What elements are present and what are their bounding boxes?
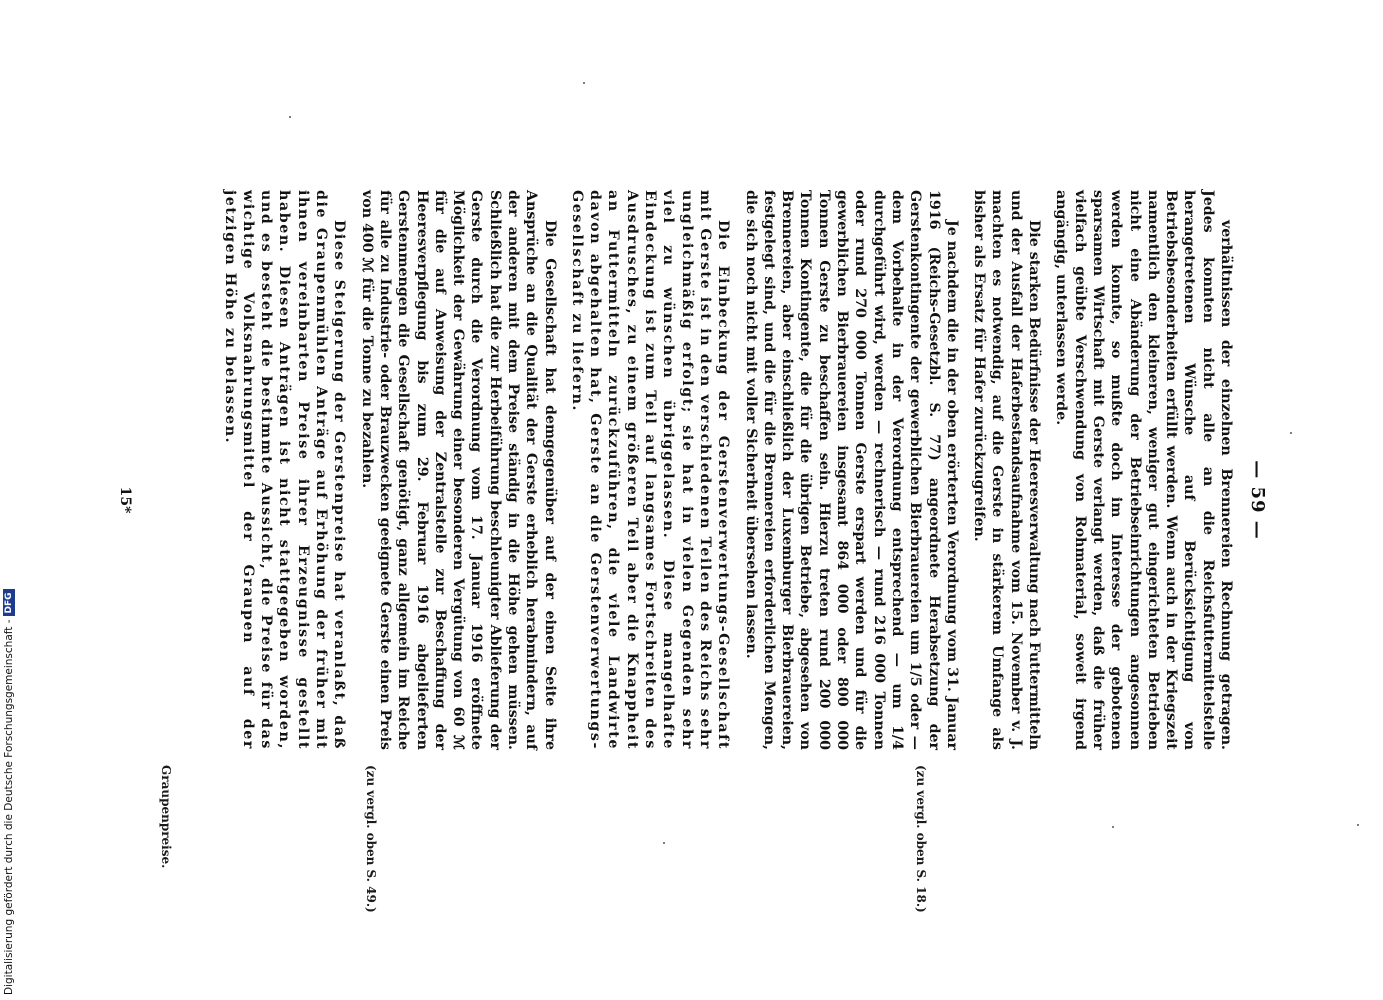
paragraph-2: Die starken Bedürfnisse der Heeresverwaltung nach Futtermitteln und der Ausfall der Haferbestandsaufnahme vom 15. November v. J. machten es notwendig, auf die Gerste in stärkerem Umfange als bisher als Ersatz für Hafer zurückzugreifen.: [971, 190, 1043, 750]
digitization-credit: [2, 592, 16, 995]
paragraph-1: verhältnissen der einzelnen Brennereien Rechnung getragen. Jedes konnten nicht alle an die Reichsfuttermittelstelle herangetretenen Wünsche auf Berücksichtigung von Betriebsbesonderheiten erfüllt werden. Wenn auch in der Kriegszeit namentlich den kleineren, weniger gut eingerichteten Betrieben nicht eine Abänderung der Betriebseinrichtungen angesonnen werden konnte, so mußte doch im Interesse der gebotenen sparsamen Wirtschaft mit Gerste verlangt werden, daß die früher vielfach geübte Verschwendung von Rohmaterial, soweit irgend angängig, unterlassen werde.: [1053, 190, 1234, 750]
credit-text: Digitalisierung gefördert durch die Deutsche Forschungsgemeinschaft -: [3, 619, 15, 995]
signature-mark: 15*: [117, 486, 133, 514]
dfg-logo-icon: DFG: [3, 589, 15, 616]
scan-speck: [1357, 824, 1359, 826]
scan-speck: [1290, 432, 1292, 434]
margin-note-reference-2: (zu vergl. oben S. 49.): [364, 765, 378, 913]
paragraph-3: Je nachdem die in der oben erörterten Verordnung vom 31. Januar 1916 (Reichs-Gesetzbl. S. 77) angeordnete Herabsetzung der Gerstenkontingente der gewerblichen Bierbrauereien um 1/5 oder — dem Vorbehalte in der Verordnung entsprechend — um 1/4 durchgeführt wird, werden — rechnerisch — rund 216 000 Tonnen oder rund 270 000 Tonnen Gerste erspart werden und für die gewerblichen Bierbrauereien insgesamt 864 000 oder 800 000 Tonnen Gerste zu beschaffen sein. Hierzu treten rund 200 000 Tonnen Kontingente, die für die übrigen Betriebe, abgesehen von Brennereien, aber einschließlich der Luxemburger Bierbrauereien, festgelegt sind, und die für die Brennereien erforderlichen Mengen, die sich noch nicht mit voller Sicherheit übersehen lassen.: [742, 190, 960, 750]
scan-speck: [583, 82, 585, 84]
paragraph-6: Diese Steigerung der Gerstenpreise hat veranlaßt, daß die Graupenmühlen Anträge auf Erhöhung der früher mit ihnen vereinbarten Preise ihrer Erzeugnisse gestellt haben. Diesen Anträgen ist nicht stattgegeben worden, und es besteht die bestimmte Aussicht, die Preise für das wichtige Volksnahrungsmittel der Graupen auf der jetzigen Höhe zu belassen.: [221, 190, 348, 750]
page-number: — 59 —: [1247, 460, 1268, 540]
scan-speck: [289, 116, 291, 118]
body-text: [211, 190, 1235, 750]
paragraph-5: Die Gesellschaft hat demgegenüber auf der einen Seite ihre Ansprüche an die Qualität der Gerste erheblich herabmindern, auf der anderen mit dem Preise ständig in die Höhe gehen müssen. Schließlich hat die zur Herbeiführung beschleunigter Ablieferung der Gerste durch die Verordnung vom 17. Januar 1916 eröffnete Möglichkeit der Gewährung einer besonderen Vergütung von 60 ℳ für die auf Anweisung der Zentralstelle zur Beschaffung der Heeresverpflegung bis zum 29. Februar 1916 abgelieferten Gerstenmengen die Gesellschaft genötigt, ganz allgemein im Reiche für alle zu Industrie- oder Brauzwecken geeignete Gerste einen Preis von 400 ℳ für die Tonne zu bezahlen.: [358, 190, 558, 750]
scan-speck: [663, 842, 665, 844]
paragraph-4: Die Einbeckung der Gerstenverwertungs-Gesellschaft mit Gerste ist in den verschiedenen Teilen des Reichs sehr ungleichmäßig erfolgt; sie hat in vielen Gegenden sehr viel zu wünschen übriggelassen. Diese mangelhafte Eindeckung ist zum Teil auf langsames Fortschreiten des Ausdrusches, zu einem größeren Teil aber die Knappheit an Futtermitteln zurückzuführen, die viele Landwirte davon abgehalten hat, Gerste an die Gerstenverwertungs-Gesellschaft zu liefern.: [568, 190, 732, 750]
margin-note-graupenpreise: Graupenpreise.: [159, 765, 173, 869]
margin-note-reference-1: (zu vergl. oben S. 18.): [914, 765, 928, 913]
scan-speck: [1112, 826, 1114, 828]
